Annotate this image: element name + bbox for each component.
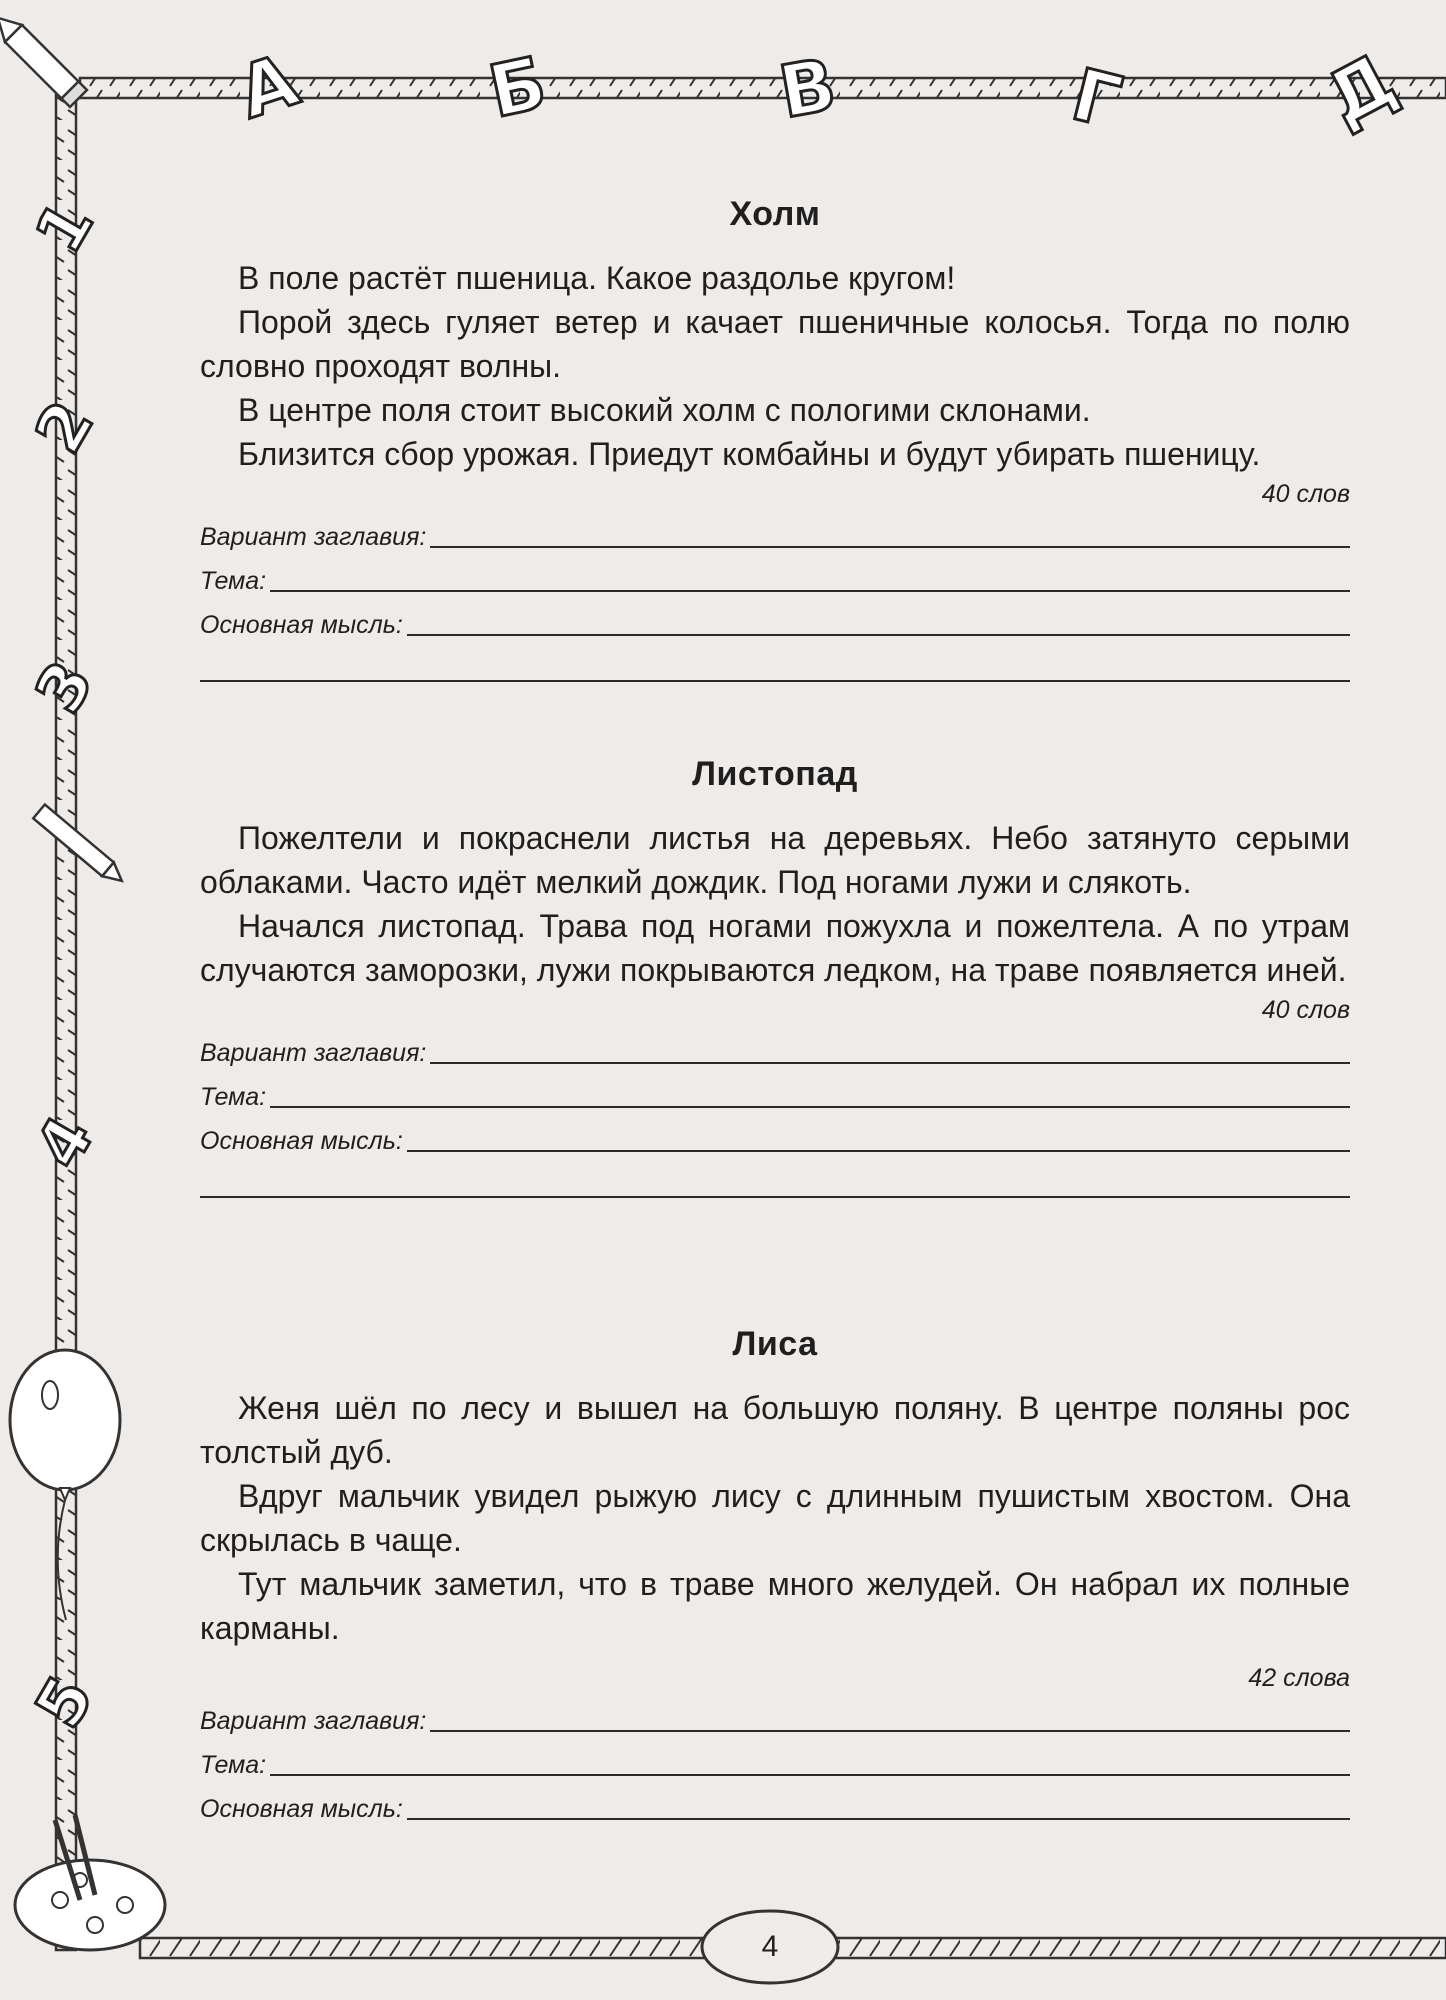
topic-label: Тема:: [200, 567, 267, 595]
title-variant-label: Вариант заглавия:: [200, 523, 427, 551]
main-idea-line[interactable]: [407, 1149, 1350, 1152]
topic-field[interactable]: [200, 556, 1350, 600]
word-count: 40 слов: [1261, 996, 1350, 1024]
left-rope-border: [56, 80, 76, 1950]
title-variant-label: Вариант заглавия:: [200, 1039, 427, 1067]
small-pencil-icon: [33, 805, 127, 888]
letter-d-tile: Д: [1312, 37, 1409, 142]
story-paragraph: В центре поля стоит высокий холм с пологими склонами.: [238, 392, 1091, 428]
topic-field[interactable]: [200, 1740, 1350, 1784]
title-variant-line[interactable]: [430, 1729, 1350, 1732]
topic-field[interactable]: [200, 1072, 1350, 1116]
letter-a-tile: А: [228, 37, 308, 135]
main-idea-label: Основная мысль:: [200, 1795, 403, 1823]
story-paragraph: Пожелтели и покраснели листья на деревьях. Небо затянуто серыми облаками. Часто идёт мелкий дождик. Под ногами лужи и слякоть.: [200, 820, 1350, 900]
digit-2-tile: 2: [22, 389, 109, 466]
digit-5-tile: 5: [22, 1664, 109, 1741]
title-variant-line[interactable]: [430, 545, 1350, 548]
story-paragraph: Вдруг мальчик увидел рыжую лису с длинным пушистым хвостом. Она скрылась в чаще.: [200, 1478, 1350, 1558]
topic-label: Тема:: [200, 1751, 267, 1779]
pencil-icon: [0, 9, 87, 107]
story-paragraph: В поле растёт пшеница. Какое раздолье кругом!: [238, 260, 956, 296]
title-variant-field[interactable]: [200, 1028, 1350, 1072]
story-paragraph: Женя шёл по лесу и вышел на большую поляну. В центре поляны рос толстый дуб.: [200, 1390, 1350, 1470]
letter-b-tile: Б: [481, 40, 554, 135]
digit-4-tile: 4: [22, 1104, 109, 1181]
story-lisa: [200, 1325, 1350, 1828]
main-idea-label: Основная мысль:: [200, 611, 403, 639]
story-paragraph: Начался листопад. Трава под ногами пожухла и пожелтела. А по утрам случаются заморозки, лужи покрываются ледком, на траве появляется иней.: [200, 908, 1350, 988]
main-idea-field[interactable]: [200, 1116, 1350, 1160]
main-idea-line[interactable]: [407, 1817, 1350, 1820]
word-count: 40 слов: [1261, 480, 1350, 508]
topic-label: Тема:: [200, 1083, 267, 1111]
title-variant-field[interactable]: [200, 512, 1350, 556]
story-listopad: [200, 755, 1350, 1198]
letter-g-tile: Г: [1064, 52, 1129, 145]
title-variant-field[interactable]: [200, 1696, 1350, 1740]
page-number: 4: [761, 1930, 779, 1963]
main-idea-field[interactable]: [200, 1784, 1350, 1828]
topic-line[interactable]: [270, 1773, 1350, 1776]
story-title: Лиса: [732, 1325, 818, 1363]
digit-3-tile: 3: [22, 649, 109, 726]
topic-line[interactable]: [270, 1105, 1350, 1108]
letter-v-tile: В: [773, 42, 842, 135]
title-variant-line[interactable]: [430, 1061, 1350, 1064]
extra-answer-line[interactable]: [200, 644, 1350, 682]
main-idea-label: Основная мысль:: [200, 1127, 403, 1155]
title-variant-label: Вариант заглавия:: [200, 1707, 427, 1735]
topic-line[interactable]: [270, 589, 1350, 592]
story-holm: [200, 195, 1350, 682]
story-paragraph: Тут мальчик заметил, что в траве много желудей. Он набрал их полные карманы.: [200, 1566, 1350, 1646]
palette-icon: [15, 1815, 165, 1950]
story-title: Листопад: [692, 755, 858, 793]
main-idea-field[interactable]: [200, 600, 1350, 644]
story-paragraph: Порой здесь гуляет ветер и качает пшеничные колосья. Тогда по полю словно проходят волны.: [200, 304, 1350, 384]
story-paragraph: Близится сбор урожая. Приедут комбайны и будут убирать пшеницу.: [238, 436, 1261, 472]
extra-answer-line[interactable]: [200, 1160, 1350, 1198]
word-count: 42 слова: [1248, 1664, 1350, 1692]
story-title: Холм: [729, 195, 821, 233]
digit-1-tile: 1: [22, 189, 109, 266]
main-idea-line[interactable]: [407, 633, 1350, 636]
